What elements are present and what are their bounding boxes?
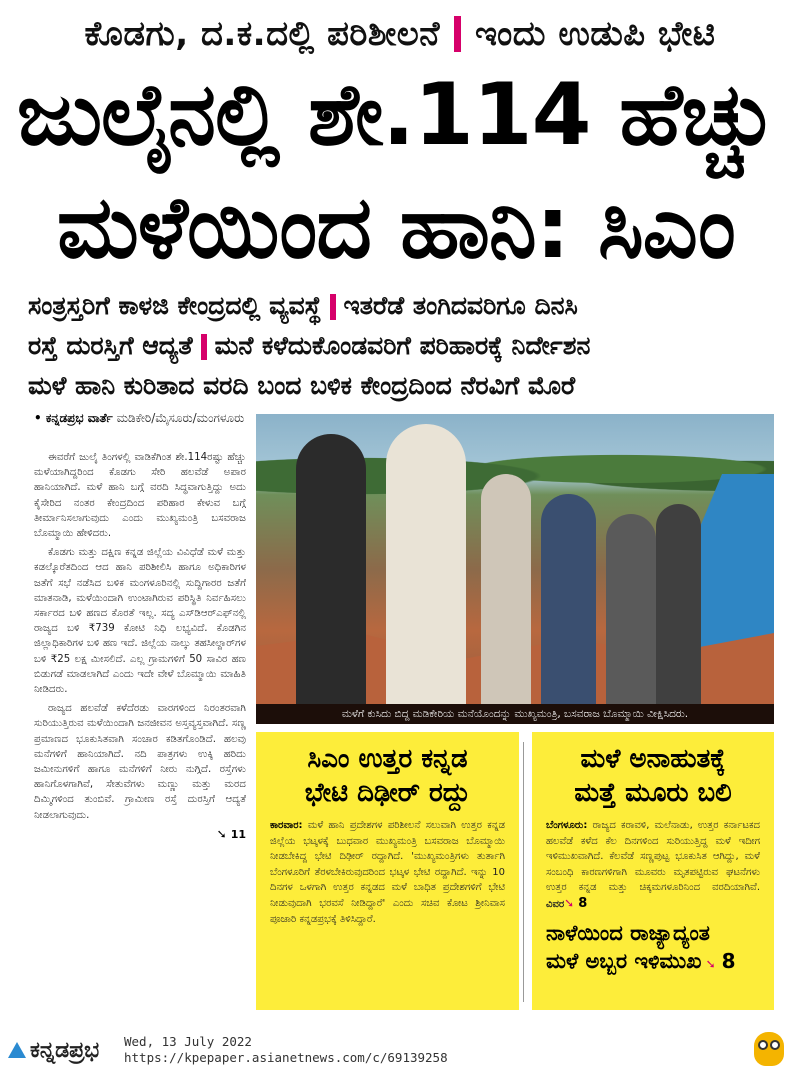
box2-subhead-line1: ನಾಳೆಯಿಂದ ರಾಜ್ಯಾದ್ಯಂತ — [546, 920, 710, 945]
box2-title — [532, 742, 774, 810]
photo-person — [541, 494, 596, 704]
subhead-separator — [201, 334, 207, 360]
headline-line2: ಮಳೆಯಿಂದ ಹಾನಿ: ಸಿಎಂ — [57, 178, 735, 278]
box1-body — [256, 818, 519, 927]
article-paragraph: ರಾಜ್ಯದ ಹಲವೆಡೆ ಕಳೆದೆರಡು ವಾರಗಳಿಂದ ನಿರಂತರವಾಗಿ ಸುರಿಯುತ್ತಿರುವ ಮಳೆಯಿಂದಾಗಿ ಜನಜೀವನ ಅಸ್ತವ್ಯಸ್ತವಾಗಿದೆ. ಸಣ್ಣ ಪ್ರಮಾಣದ ಭೂಕುಸಿತವಾಗಿ ಸಂಚಾರ ಕಡಿತಗೊಂಡಿದೆ. ಹಲವು ಮನೆಗಳಿಗೆ ಹಾನಿಯಾಗಿದೆ. ನದಿ ಪಾತ್ರಗಳು ಉಕ್ಕಿ ಹರಿದು ಜಮೀನುಗಳಿಗೆ ಹಾಗೂ ಮನೆಗಳಿಗೆ ನೀರು ನುಗ್ಗಿದೆ. ರಸ್ತೆಗಳು ಹಾನಿಗೊಳಗಾಗಿವೆ, ಸೇತುವೆಗಳು ಮಣ್ಣು ಮತ್ತು ಮರದ ದಿಮ್ಮಿಗಳಿಂದ ತುಂಬಿವೆ. ಗ್ರಾಮೀಣ ರಸ್ತೆ ದುರಸ್ತಿಗೆ ಆದ್ಯತೆ ನೀಡಲಾಗುವುದು. — [34, 703, 246, 821]
subhead-line3: ಮಳೆ ಹಾನಿ ಕುರಿತಾದ ವರದಿ ಬಂದ ಬಳಿಕ ಕೇಂದ್ರದಿಂದ ನೆರವಿಗೆ ಮೊರೆ — [28, 371, 576, 400]
photo-caption: ಮಳೆಗೆ ಕುಸಿದು ಬಿದ್ದ ಮಡಿಕೇರಿಯ ಮನೆಯೊಂದನ್ನು ಮುಖ್ಯಮಂತ್ರಿ, ಬಸವರಾಜ ಬೊಮ್ಮಾಯಿ ವೀಕ್ಷಿಸಿದರು. — [256, 704, 774, 724]
box2-subhead-page: 8 — [721, 948, 736, 973]
arrow-icon: ➘ — [701, 956, 716, 971]
news-box-cm-visit — [256, 732, 519, 1010]
box1-text: ಮಳೆ ಹಾನಿ ಪ್ರದೇಶಗಳ ಪರಿಶೀಲನೆ ಸಲುವಾಗಿ ಉತ್ತರ ಕನ್ನಡ ಜಿಲ್ಲೆಯ ಭಟ್ಕಳಕ್ಕೆ ಬುಧವಾರ ಮುಖ್ಯಮಂತ್ರಿ ಬಸವರಾಜ ಬೊಮ್ಮಾಯಿ ನೀಡಬೇಕಿದ್ದ ಭೇಟಿ ದಿಢೀರ್ ರದ್ದಾಗಿದೆ. 'ಮುಖ್ಯಮಂತ್ರಿಗಳು ತುರ್ತಾಗಿ ಬೆಂಗಳೂರಿಗೆ ತೆರಳಬೇಕಿರುವುದರಿಂದ ಭಟ್ಕಳ ಭೇಟಿ ರದ್ದಾಗಿದೆ. ಇನ್ನು 10 ದಿನಗಳ ಒಳಗಾಗಿ ಉತ್ತರ ಕನ್ನಡದ ಮಳೆ ಬಾಧಿತ ಪ್ರದೇಶಗಳಿಗೆ ಭೇಟಿ ನೀಡುವುದಾಗಿ ಭರವಸೆ ನೀಡಿದ್ದಾರೆ' ಎಂದು ಸಚಿವ ಕೋಟ ಶ್ರೀನಿವಾಸ ಪೂಜಾರಿ ಕನ್ನಡಪ್ರಭಕ್ಕೆ ತಿಳಿಸಿದ್ದಾರೆ. — [270, 820, 505, 925]
box2-dateline: ಬೆಂಗಳೂರು: — [546, 820, 588, 831]
photo-person — [656, 504, 701, 704]
owl-eye-icon — [770, 1040, 780, 1050]
footer-date: Wed, 13 July 2022 — [124, 1034, 252, 1049]
photo-person — [296, 434, 366, 704]
subhead-2b: ಮನೆ ಕಳೆದುಕೊಂಡವರಿಗೆ ಪರಿಹಾರಕ್ಕೆ ನಿರ್ದೇಶನ — [214, 331, 591, 360]
box2-title-line1: ಮಳೆ ಅನಾಹುತಕ್ಕೆ — [580, 744, 726, 774]
subhead-1a: ಸಂತ್ರಸ್ತರಿಗೆ ಕಾಳಜಿ ಕೇಂದ್ರದಲ್ಲಿ ವ್ಯವಸ್ಥೆ — [28, 291, 322, 320]
byline-place: ಮಡಿಕೇರಿ/ಮೈಸೂರು/ಮಂಗಳೂರು — [116, 411, 245, 425]
kicker-part2: ಇಂದು ಉಡುಪಿ ಭೇಟಿ — [475, 14, 716, 54]
kicker-part1: ಕೊಡಗು, ದ.ಕ.ದಲ್ಲಿ ಪರಿಶೀಲನೆ — [84, 14, 441, 54]
box2-subhead-line2: ಮಳೆ ಅಬ್ಬರ ಇಳಿಮುಖ — [546, 948, 702, 973]
box2-body — [532, 818, 774, 913]
column-divider — [523, 742, 524, 1002]
kicker — [20, 10, 780, 58]
news-box-rain-deaths — [532, 732, 774, 1010]
photo-person — [386, 424, 466, 704]
headline-line1: ಜುಲೈನಲ್ಲಿ ಶೇ.114 ಹೆಚ್ಚು — [16, 65, 776, 165]
box1-dateline: ಕಾರವಾರ: — [270, 820, 303, 831]
box2-title-line2: ಮತ್ತೆ ಮೂರು ಬಲಿ — [574, 778, 732, 808]
subhead-line1 — [28, 288, 778, 324]
box2-ref-page: 8 — [578, 895, 588, 911]
news-photo — [256, 414, 774, 724]
byline-source: • ಕನ್ನಡಪ್ರಭ ವಾರ್ತೆ — [34, 411, 113, 425]
kicker-separator — [454, 16, 461, 52]
logo-text: ಕನ್ನಡಪ್ರಭ — [30, 1038, 100, 1063]
subhead-line2 — [28, 328, 778, 364]
continued-page: 11 — [230, 827, 246, 841]
box1-title-line1: ಸಿಎಂ ಉತ್ತರ ಕನ್ನಡ — [307, 744, 468, 774]
subhead-1b: ಇತರೆಡೆ ತಂಗಿದವರಿಗೂ ದಿನಸಿ — [343, 291, 578, 320]
box1-title — [256, 742, 519, 810]
box2-text: ರಾಜ್ಯದ ಕರಾವಳಿ, ಮಲೆನಾಡು, ಉತ್ತರ ಕರ್ನಾಟಕದ ಹಲವೆಡೆ ಕಳೆದ ಕೆಲ ದಿನಗಳಿಂದ ಸುರಿಯುತ್ತಿದ್ದ ಮಳೆ ಇದೀಗ ಇಳಿಮುಖವಾಗಿದೆ. ಕೆಲವೆಡೆ ಸಣ್ಣಪುಟ್ಟ ಭೂಕುಸಿತ ಆಗಿದ್ದು, ಮಳೆ ಸಂಬಂಧಿ ಕಾರಣಗಳಿಗಾಗಿ ಮೂವರು ಮೃತಪಟ್ಟಿರುವ ಘಟನೆಗಳು ಉತ್ತರ ಕನ್ನಡ ಮತ್ತು ಚಿಕ್ಕಮಗಳೂರಿನಿಂದ ವರದಿಯಾಗಿವೆ. — [546, 820, 760, 894]
article-paragraph: ಕೊಡಗು ಮತ್ತು ದಕ್ಷಿಣ ಕನ್ನಡ ಜಿಲ್ಲೆಯ ವಿವಿಧೆಡೆ ಮಳೆ ಮತ್ತು ಕಡಲ್ಕೊರೆತದಿಂದ ಆದ ಹಾನಿ ಪರಿಶೀಲಿಸಿ ಹಾಗೂ ಅಧಿಕಾರಿಗಳ ಜತೆಗೆ ಸಭೆ ನಡೆಸಿದ ಬಳಿಕ ಮಂಗಳೂರಿನಲ್ಲಿ ಸುದ್ದಿಗಾರರ ಜತೆಗೆ ಮಾತನಾಡಿ, ಮಳೆಯಿಂದಾಗಿ ಉಂಟಾಗಿರುವ ಪರಿಸ್ಥಿತಿ ನಿರ್ವಹಿಸಲು ಸರ್ಕಾರದ ಬಳಿ ಹಣದ ಕೊರತೆ ಇಲ್ಲ. ಸದ್ಯ ಎಸ್‌ಡಿಆರ್‌ಎಫ್‌ನಲ್ಲಿ ರಾಜ್ಯದ ಬಳಿ ₹739 ಕೋಟಿ ನಿಧಿ ಲಭ್ಯವಿದೆ. ಕೊಡಗಿನ ಜಿಲ್ಲಾಧಿಕಾರಿಗಳ ಬಳಿ ಹಣ ಇದೆ. ಜಿಲ್ಲೆಯ ನಾಲ್ಕು ತಹಸೀಲ್ದಾರ್‌ಗಳ ಬಳಿ ₹25 ಲಕ್ಷ ಮೀಸಲಿದೆ. ಎಲ್ಲ ಗ್ರಾಮಗಳಿಗೆ 50 ಸಾವಿರ ಹಣ ಬಿಡುಗಡೆ ಮಾಡಲಾಗಿದೆ ಎಂದು ಇದೇ ವೇಳೆ ಬೊಮ್ಮಾಯಿ ಮಾಹಿತಿ ನೀಡಿದರು. — [34, 547, 246, 696]
box2-subhead[interactable] — [532, 913, 774, 978]
subhead-separator — [330, 294, 336, 320]
byline — [34, 410, 254, 427]
photo-person — [481, 474, 531, 704]
arrow-icon: ➘ — [564, 895, 575, 910]
logo-icon — [8, 1042, 26, 1058]
article-paragraph: ಈವರೆಗೆ ಜುಲೈ ತಿಂಗಳಲ್ಲಿ ವಾಡಿಕೆಗಿಂತ ಶೇ.114ರಷ್ಟು ಹೆಚ್ಚು ಮಳೆಯಾಗಿದ್ದರಿಂದ ಕೊಡಗು ಸೇರಿ ಹಲವೆಡೆ ಅಪಾರ ಹಾನಿಯಾಗಿದೆ. ಮಳೆ ಹಾನಿ ಬಗ್ಗೆ ವರದಿ ಸಿದ್ಧವಾಗುತ್ತಿದ್ದು ಅದು ಕೈಸೇರಿದ ನಂತರ ಕೇಂದ್ರದಿಂದ ಪರಿಹಾರ ಕೇಳುವ ಬಗ್ಗೆ ತೀರ್ಮಾನಿಸಲಾಗುವುದು ಎಂದು ಮುಖ್ಯಮಂತ್ರಿ ಬಸವರಾಜ ಬೊಮ್ಮಾಯಿ ಹೇಳಿದರು. — [34, 452, 246, 540]
footer-url[interactable]: https://kpepaper.asianetnews.com/c/69139258 — [124, 1050, 448, 1065]
continued-ref[interactable] — [34, 827, 246, 842]
owl-eye-icon — [758, 1040, 768, 1050]
box1-title-line2: ಭೇಟಿ ದಿಢೀರ್ ರದ್ದು — [304, 778, 471, 808]
main-article — [34, 450, 246, 1020]
subhead-2a: ರಸ್ತೆ ದುರಸ್ತಿಗೆ ಆದ್ಯತೆ — [28, 331, 193, 360]
photo-person — [606, 514, 656, 704]
box2-ref-label: ವಿವರ — [546, 898, 565, 910]
arrow-icon: ➘ — [216, 826, 227, 841]
footer — [0, 1030, 792, 1071]
owl-icon[interactable] — [754, 1032, 784, 1066]
box2-continued-ref[interactable] — [546, 895, 588, 911]
footer-meta — [124, 1034, 448, 1066]
kannadaprabha-logo[interactable] — [8, 1038, 99, 1063]
